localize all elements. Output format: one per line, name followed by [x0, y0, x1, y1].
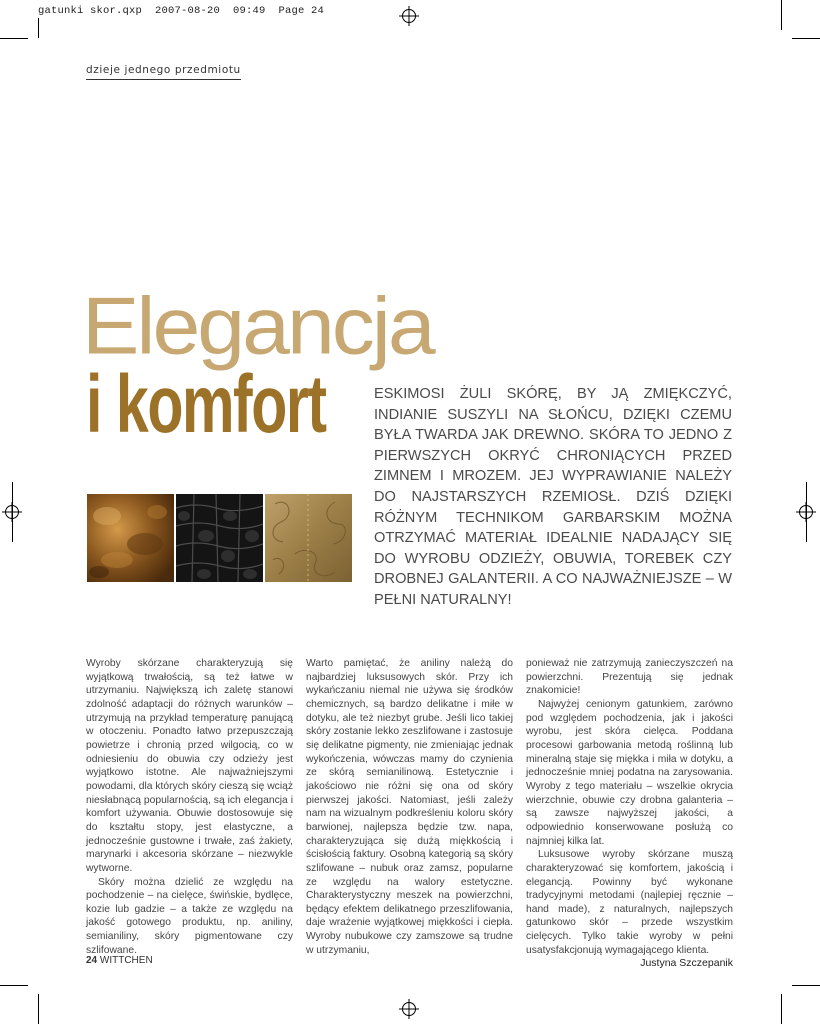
article-column-1 — [86, 657, 293, 957]
lead-paragraph: ESKIMOSI ŻULI SKÓRĘ, BY JĄ ZMIĘKCZYĆ, INDIANIE SUSZYLI NA SŁOŃCU, DZIĘKI CZEMU BYŁA TWARDA JAK DREWNO. SKÓRA TO JEDNO Z PIERWSZYCH OKRYĆ CHRONIĄCYCH PRZED ZIMNEM I MROZEM. JEJ WYPRAWIANIE NALEŻY DO NAJSTARSZYCH RZEMIOSŁ. DZIŚ DZIĘKI RÓŻNYM TECHNIKOM GARBARSKIM MOŻNA OTRZYMAĆ MATERIAŁ IDEALNIE NADAJĄCY SIĘ DO WYROBU ODZIEŻY, OBUWIA, TOREBEK CZY DROBNEJ GALANTERII. A CO NAJWAŻNIEJSZE – W PEŁNI NATURALNY! — [374, 386, 732, 608]
crop-mark — [806, 482, 807, 542]
article-column-3 — [526, 657, 733, 971]
author-signature: Justyna Szczepanik — [640, 957, 733, 970]
crop-mark — [0, 985, 28, 986]
crop-mark — [12, 482, 13, 542]
leather-swatch-gold — [265, 494, 352, 582]
body-paragraph: Wyroby skórzane charakteryzują się wyjątkową trwałością, są też łatwe w utrzymaniu. Największą ich zaletę stanowi zdolność adaptacji do różnych warunków – utrzymują na przykład temperaturę panującą w otoczeniu. Ponadto łatwo przepuszczają powietrze i chronią przed wilgocią, co w odniesieniu do obuwia czy odzieży jest wyjątkowo istotne. Ale najważniejszymi powodami, dla których skóry cieszą się wciąż niesłabnącą popularnością, są ich elegancja i komfort używania. Obuwie dostosowuje się do kształtu stopy, jest elastyczne, a jednocześnie gustowne i trwałe, zaś żakiety, marynarki i akcesoria skórzane – niezwykle wytworne. — [86, 658, 293, 874]
body-paragraph: Luksusowe wyroby skórzane muszą charakteryzować się komfortem, jakością i elegancją. Powinny być wykonane tradycyjnymi metodami (najlepiej ręcznie – hand made), z naturalnych, najlepszych gatunkowo skór – przede wszystkim cielęcych. Tylko takie wyroby w pełni usatysfakcjonują wymagającego klienta. — [526, 849, 733, 956]
crop-mark — [792, 38, 820, 39]
crop-mark — [781, 0, 782, 30]
headline-line-2: i komfort — [86, 359, 326, 450]
body-paragraph: Najwyżej cenionym gatunkiem, zarówno pod względem pochodzenia, jak i jakości wyrobu, jest skóra cielęca. Poddana procesowi garbowania metodą roślinną lub mineralną staje się miękka i miła w dotyku, a jednocześnie mniej podatna na zarysowania. Wyroby z tego materiału – wszelkie okrycia wierzchnie, obuwie czy drobna galanteria – są zawsze najwyższej jakości, a odpowiednio konserwowane posłużą co najmniej kilka lat. — [526, 698, 733, 847]
headline-line-1: Elegancja — [82, 281, 433, 372]
body-paragraph: Warto pamiętać, że aniliny należą do najbardziej luksusowych skór. Przy ich wykańczaniu niemal nie używa się środków chemicznych, są bardzo delikatne i miłe w dotyku, ale też niezbyt grube. Jeśli lico takiej skóry zostanie lekko zeszlifowane i zastosuje się delikatne pigmenty, nie zmieniając jednak wykończenia, wówczas mamy do czynienia ze skórą semianilinową. Estetycznie i jakościowo nie różni się ona od skóry pierwszej jakości. Natomiast, jeśli zależy nam na wizualnym podkreśleniu koloru skóry barwionej, najlepsza będzie tzw. napa, charakteryzująca się dużą miękkością i ścisłością faktury. Osobną kategorią są skóry szlifowane – nubuk oraz zamsz, popularne ze względu na walory estetyczne. Charakterystyczny meszek na powierzchni, będący efektem delikatnego przeszlifowania, daje wrażenie wyjątkowej miękkości i ciepła. Wyroby nubukowe czy zamszowe są trudne w utrzymaniu, — [306, 658, 513, 956]
crop-mark — [792, 985, 820, 986]
page-folio — [86, 955, 153, 966]
crop-mark — [781, 994, 782, 1024]
page-number: 24 — [86, 955, 98, 966]
section-label: dzieje jednego przedmiotu — [86, 64, 241, 80]
leather-swatch-black — [176, 494, 263, 582]
body-paragraph: ponieważ nie zatrzymują zanieczyszczeń na powierzchni. Prezentują się jednak znakomicie! — [526, 658, 733, 697]
body-paragraph: Skóry można dzielić ze względu na pochodzenie – na cielęce, świńskie, bydlęce, kozie lub gadzie – a także ze względu na jakość gotowego produktu, np. aniliny, semianiliny, skóry pigmentowane czy szlifowane. — [86, 876, 293, 956]
crop-mark — [0, 38, 28, 39]
magazine-name: WITTCHEN — [99, 955, 153, 966]
registration-mark-icon — [399, 6, 419, 26]
crop-mark — [38, 18, 39, 38]
leather-swatch-brown — [87, 494, 174, 582]
slug-line: gatunki skor.qxp 2007-08-20 09:49 Page 24 — [38, 5, 325, 17]
registration-mark-icon — [399, 999, 419, 1019]
crop-mark — [38, 994, 39, 1024]
article-column-2 — [306, 657, 513, 957]
